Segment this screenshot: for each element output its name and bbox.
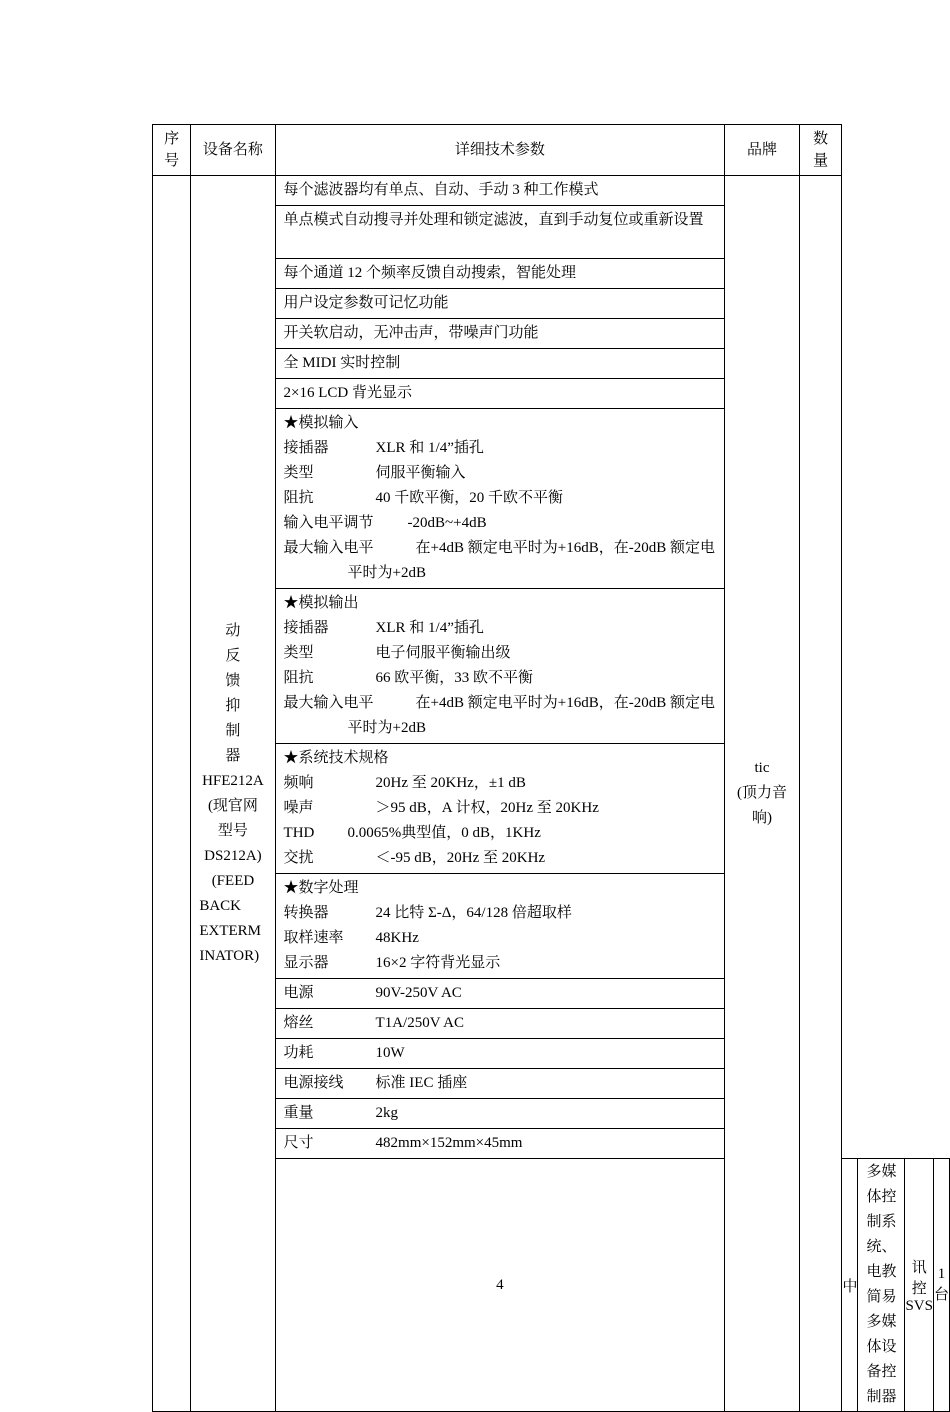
device-name-line: BACK: [199, 897, 242, 914]
header-qty: 数 量: [799, 125, 842, 176]
brand-cell: [725, 176, 800, 1412]
header-brand: 品牌: [725, 125, 800, 176]
analog-input-block: ★模拟输入 接插器 XLR 和 1/4”插孔 类型 伺服平衡输入 阻抗 40 千欧平衡，20 千欧不平衡 输入电平调节 -20dB~+4dB 最大输入电平 在+4dB 额定电平时为+16dB，在-20dB 额定电 平时为+2dB: [275, 409, 725, 589]
seq-cell-empty: [153, 176, 191, 1412]
device-name-line: (现官网: [207, 797, 258, 814]
brand-cell: 讯控 SVS: [905, 1159, 934, 1412]
device-name-line: 制: [225, 722, 241, 739]
device-name-cell: [191, 176, 275, 1412]
device-name-line: (FEED: [211, 872, 255, 889]
param-cell: 2×16 LCD 背光显示: [275, 379, 725, 409]
param-cell: 尺寸 482mm×152mm×45mm: [275, 1129, 725, 1159]
device-name-line: HFE212A: [202, 772, 264, 789]
param-cell: 每个通道 12 个频率反馈自动搜索，智能处理: [275, 259, 725, 289]
device-name-line: 馈: [225, 672, 241, 689]
device-name-line: INATOR): [199, 947, 260, 964]
qty-cell: 1 台: [933, 1159, 949, 1412]
param-cell: 开关软启动，无冲击声，带噪声门功能: [275, 319, 725, 349]
param-cell: 每个滤波器均有单点、自动、手动 3 种工作模式: [275, 176, 725, 206]
param-cell: 电源接线 标准 IEC 插座: [275, 1069, 725, 1099]
device-name-line: EXTERM: [199, 922, 262, 939]
device-name-line: DS212A): [204, 847, 262, 864]
spec-table: [152, 124, 950, 1412]
param-cell: 熔丝 T1A/250V AC: [275, 1009, 725, 1039]
param-cell: 重量 2kg: [275, 1099, 725, 1129]
qty-cell-empty: [799, 176, 842, 1412]
section-title: ★数字处理: [283, 880, 359, 896]
header-device-name: 设备名称: [191, 125, 275, 176]
param-cell: 多媒体控制系统、电教简易多媒体设备控制器: [858, 1159, 905, 1412]
header-params: 详细技术参数: [275, 125, 725, 176]
section-title: ★模拟输入: [283, 415, 359, 431]
device-name-cell: 中: [842, 1159, 858, 1412]
param-cell: 单点模式自动搜寻并处理和锁定滤波，直到手动复位或重新设置: [275, 206, 725, 259]
header-row: [153, 125, 950, 176]
device-name-line: 反: [225, 647, 241, 664]
device-name-line: 器: [225, 747, 241, 764]
brand-line: (顶力音: [737, 785, 788, 801]
table-row: [153, 176, 950, 206]
system-spec-block: ★系统技术规格 频响 20Hz 至 20KHz，±1 dB 噪声 ＞95 dB，A 计权，20Hz 至 20KHz THD 0.0065%典型值，0 dB，1KHz 交扰 ＜-95 dB，20Hz 至 20KHz: [275, 744, 725, 874]
section-title: ★模拟输出: [283, 595, 359, 611]
device-name-line: 型号: [217, 822, 248, 839]
analog-output-block: ★模拟输出 接插器 XLR 和 1/4”插孔 类型 电子伺服平衡输出级 阻抗 66 欧平衡，33 欧不平衡 最大输入电平 在+4dB 额定电平时为+16dB，在-20dB 额定电 平时为+2dB: [275, 589, 725, 744]
brand-line: tic: [754, 760, 770, 776]
brand-line: 响): [752, 810, 773, 826]
device-name-line: 动: [225, 622, 241, 639]
param-cell: 功耗 10W: [275, 1039, 725, 1069]
device-name-line: 抑: [225, 697, 241, 714]
section-title: ★系统技术规格: [283, 750, 389, 766]
digital-processing-block: ★数字处理 转换器 24 比特 Σ-Δ，64/128 倍超取样 取样速率 48KHz 显示器 16×2 字符背光显示: [275, 874, 725, 979]
header-seq: 序 号: [153, 125, 191, 176]
param-cell: 全 MIDI 实时控制: [275, 349, 725, 379]
param-cell: 电源 90V-250V AC: [275, 979, 725, 1009]
seq-cell: 4: [275, 1159, 725, 1412]
param-cell: 用户设定参数可记忆功能: [275, 289, 725, 319]
